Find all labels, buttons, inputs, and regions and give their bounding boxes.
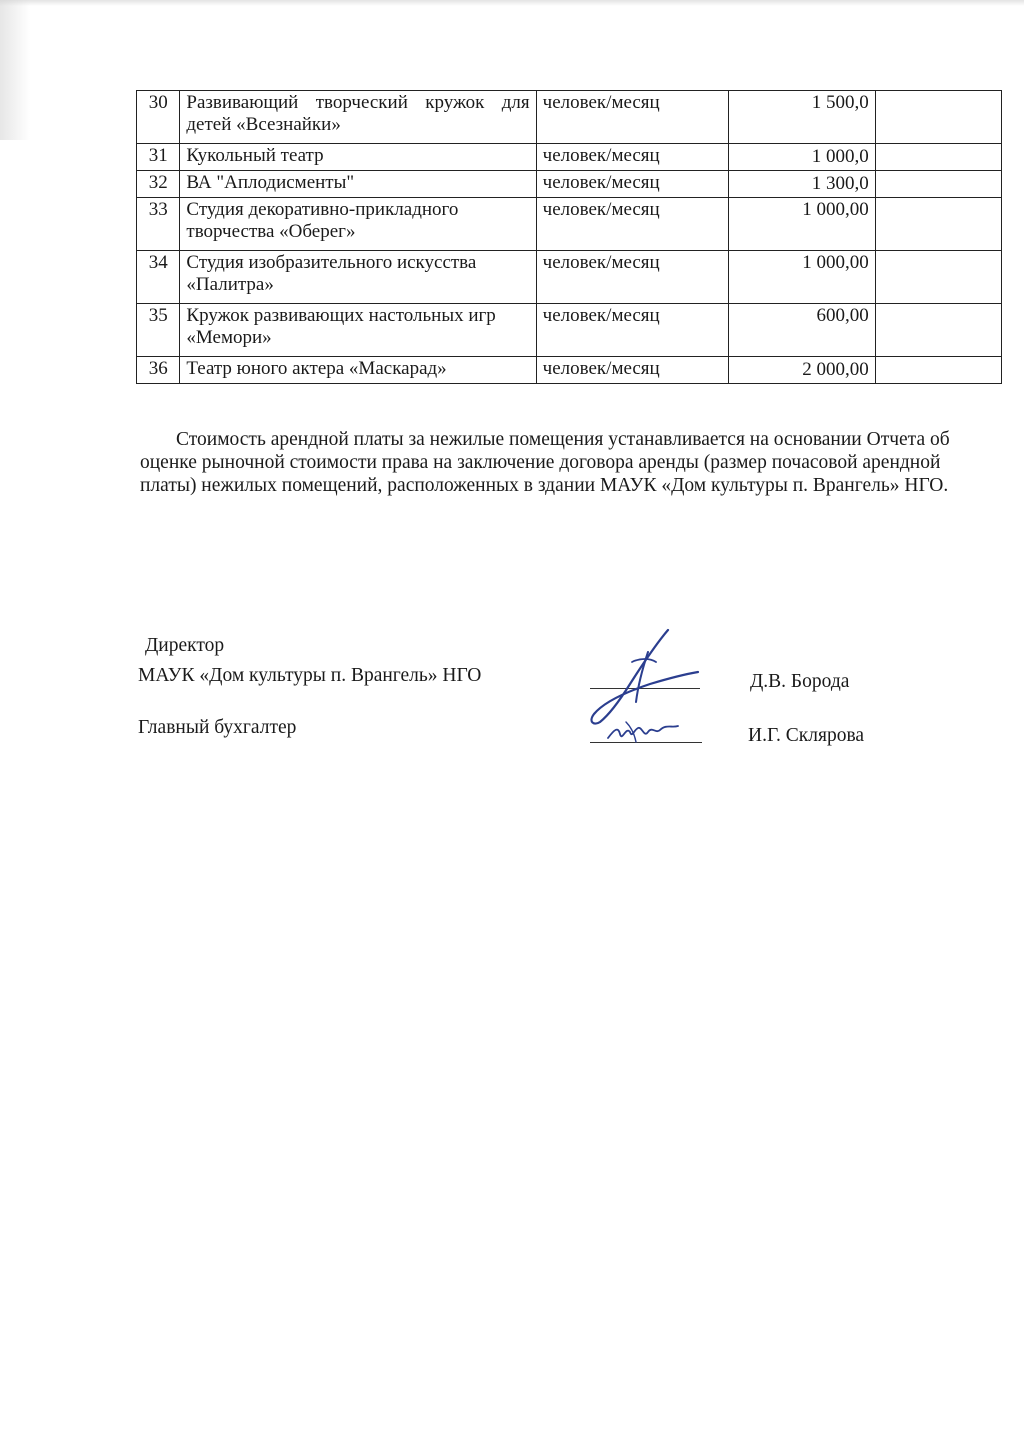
table-row — [137, 91, 1002, 144]
unit-cell: человек/месяц — [536, 357, 729, 384]
table-row — [137, 171, 1002, 198]
rent-note-paragraph: Стоимость арендной платы за нежилые помещения устанавливается на основании Отчета об оценке рыночной стоимости права на заключение договора аренды (размер почасовой арендной платы) нежилых помещений, расположенных в здании МАУК «Дом культуры п. Врангель» НГО. — [140, 429, 950, 496]
unit-cell: человек/месяц — [536, 171, 729, 198]
empty-cell — [875, 304, 1001, 357]
empty-cell — [875, 144, 1001, 171]
accountant-title: Главный бухгалтер — [138, 717, 297, 738]
scan-edge — [0, 0, 1024, 6]
service-name: ВА "Аплодисменты" — [180, 171, 536, 198]
director-name: Д.В. Борода — [750, 671, 850, 692]
service-name: Развивающий творческий кружок для детей «Всезнайки» — [180, 91, 536, 144]
director-title: Директор — [145, 635, 225, 656]
scan-shadow — [0, 0, 30, 140]
empty-cell — [875, 357, 1001, 384]
row-number: 32 — [137, 171, 180, 198]
service-name: Театр юного актера «Маскарад» — [180, 357, 536, 384]
unit-cell: человек/месяц — [536, 198, 729, 251]
price-cell: 2 000,00 — [729, 357, 875, 384]
price-cell: 1 300,0 — [729, 171, 875, 198]
table-row — [137, 357, 1002, 384]
row-number: 33 — [137, 198, 180, 251]
empty-cell — [875, 251, 1001, 304]
unit-cell: человек/месяц — [536, 144, 729, 171]
empty-cell — [875, 171, 1001, 198]
row-number: 34 — [137, 251, 180, 304]
service-name: Кружок развивающих настольных игр «Мемори» — [180, 304, 536, 357]
service-name: Студия изобразительного искусства «Палитра» — [180, 251, 536, 304]
director-organization: МАУК «Дом культуры п. Врангель» НГО — [138, 665, 482, 686]
price-cell: 1 000,00 — [729, 198, 875, 251]
unit-cell: человек/месяц — [536, 304, 729, 357]
price-cell: 1 500,0 — [729, 91, 875, 144]
accountant-signature — [600, 712, 700, 752]
price-cell: 1 000,0 — [729, 144, 875, 171]
service-name: Кукольный театр — [180, 144, 536, 171]
row-number: 31 — [137, 144, 180, 171]
table-row — [137, 198, 1002, 251]
price-cell: 1 000,00 — [729, 251, 875, 304]
row-number: 36 — [137, 357, 180, 384]
table-row — [137, 304, 1002, 357]
unit-cell: человек/месяц — [536, 91, 729, 144]
table-row — [137, 144, 1002, 171]
accountant-name: И.Г. Склярова — [748, 725, 865, 746]
row-number: 30 — [137, 91, 180, 144]
price-cell: 600,00 — [729, 304, 875, 357]
unit-cell: человек/месяц — [536, 251, 729, 304]
service-name: Студия декоративно-прикладного творчества «Оберег» — [180, 198, 536, 251]
empty-cell — [875, 198, 1001, 251]
row-number: 35 — [137, 304, 180, 357]
price-table — [136, 90, 1002, 384]
empty-cell — [875, 91, 1001, 144]
table-row — [137, 251, 1002, 304]
